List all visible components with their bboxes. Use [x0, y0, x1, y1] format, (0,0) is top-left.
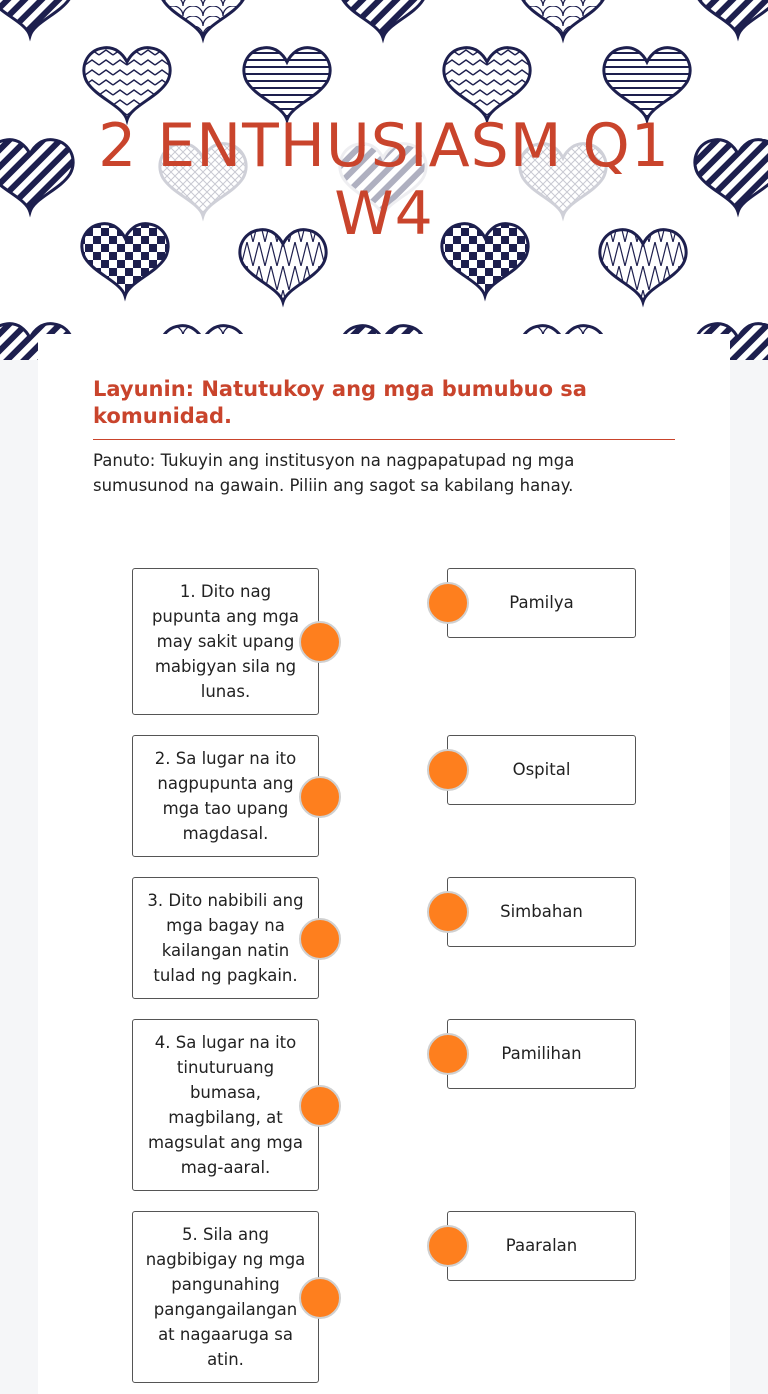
answer-connector-2[interactable] [427, 749, 469, 791]
question-box-3: 3. Dito nabibili ang mga bagay na kailangan natin tulad ng pagkain. [132, 877, 319, 999]
answer-box-ospital: Ospital [447, 735, 636, 805]
answer-connector-5[interactable] [427, 1225, 469, 1267]
question-box-1: 1. Dito nag pupunta ang mga may sakit upang mabigyan sila ng lunas. [132, 568, 319, 715]
instructions-text: Panuto: Tukuyin ang institusyon na nagpapatupad ng mga sumusunod na gawain. Piliin ang sagot sa kabilang hanay. [93, 451, 575, 495]
question-connector-2[interactable] [299, 776, 341, 818]
question-box-4: 4. Sa lugar na ito tinuturuang bumasa, magbilang, at magsulat ang mga mag-aaral. [132, 1019, 319, 1191]
answer-box-pamilihan: Pamilihan [447, 1019, 636, 1089]
worksheet-card [38, 334, 730, 1394]
header-banner [0, 0, 768, 360]
question-connector-3[interactable] [299, 918, 341, 960]
question-box-2: 2. Sa lugar na ito nagpupunta ang mga tao upang magdasal. [132, 735, 319, 857]
answer-box-paaralan: Paaralan [447, 1211, 636, 1281]
question-connector-1[interactable] [299, 621, 341, 663]
question-connector-5[interactable] [299, 1277, 341, 1319]
answer-box-simbahan: Simbahan [447, 877, 636, 947]
answer-connector-4[interactable] [427, 1033, 469, 1075]
answer-box-pamilya: Pamilya [447, 568, 636, 638]
answer-connector-3[interactable] [427, 891, 469, 933]
objective-heading: Layunin: Natutukoy ang mga bumubuo sa komunidad. [93, 376, 675, 440]
question-connector-4[interactable] [299, 1085, 341, 1127]
question-box-5: 5. Sila ang nagbibigay ng mga pangunahing pangangailangan at nagaaruga sa atin. [132, 1211, 319, 1383]
answer-connector-1[interactable] [427, 582, 469, 624]
worksheet-title: 2 ENTHUSIASM Q1 W4 [98, 111, 670, 249]
